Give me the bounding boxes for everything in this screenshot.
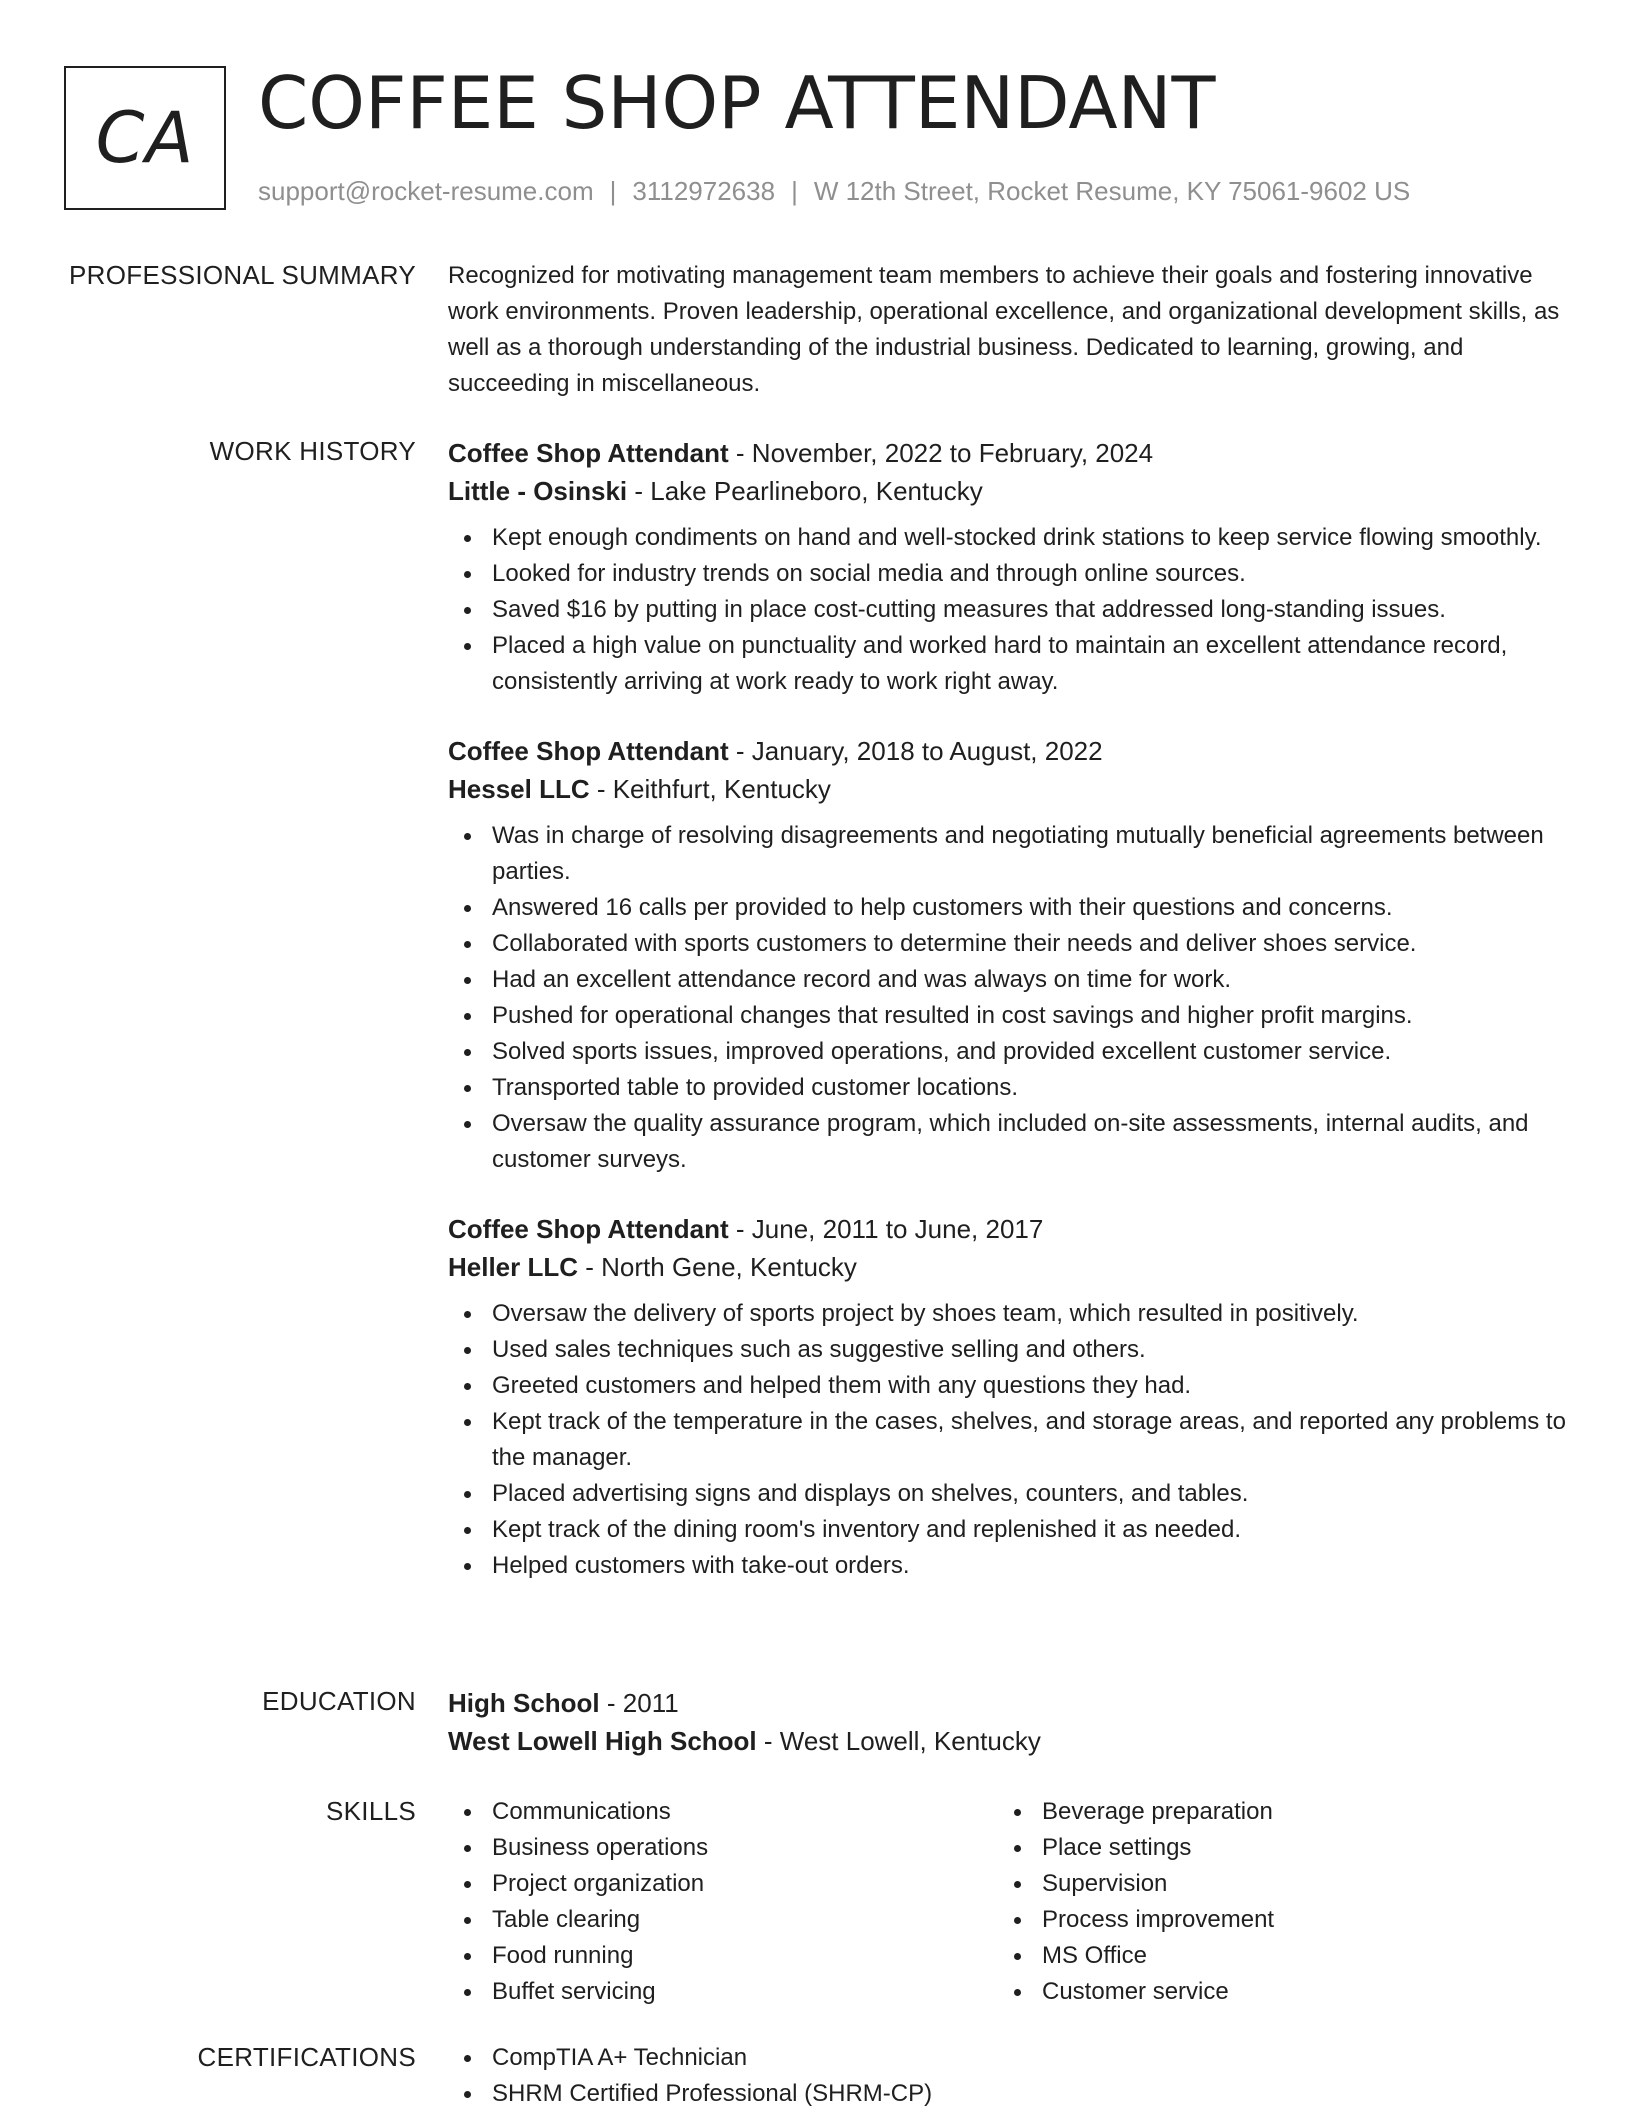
- skills-column: [448, 1794, 998, 2010]
- certifications-list: [448, 2040, 1568, 2112]
- section-heading-education: EDUCATION: [262, 1686, 416, 1716]
- job-company: Heller LLC: [448, 1252, 579, 1282]
- job-company-line: [448, 770, 1568, 808]
- job-bullet: Solved sports issues, improved operations, and provided excellent customer service.: [448, 1034, 1568, 1070]
- job-location: - Lake Pearlineboro, Kentucky: [627, 476, 983, 506]
- contact-separator: |: [609, 176, 617, 206]
- job-dates: - November, 2022 to February, 2024: [728, 438, 1154, 468]
- skills-grid: [448, 1794, 1568, 2010]
- contact-separator: |: [791, 176, 798, 206]
- section-heading-skills: SKILLS: [326, 1796, 416, 1826]
- job-title: Coffee Shop Attendant: [448, 736, 729, 766]
- job-bullet: Placed a high value on punctuality and worked hard to maintain an excellent attendance record, consistently arriving at work ready to work right away.: [448, 628, 1568, 700]
- education-degree-line: [448, 1684, 1568, 1722]
- job-bullet: Helped customers with take-out orders.: [448, 1548, 1568, 1584]
- skills-column: [998, 1794, 1548, 2010]
- job-dates: - June, 2011 to June, 2017: [728, 1214, 1044, 1244]
- job-bullet: Used sales techniques such as suggestive selling and others.: [448, 1332, 1568, 1368]
- job-location: - North Gene, Kentucky: [578, 1252, 857, 1282]
- job-entry: [448, 1210, 1568, 1584]
- skill-item: Place settings: [998, 1830, 1548, 1866]
- summary-text: Recognized for motivating management team members to achieve their goals and fostering innovative work environments. Proven leadership, operational excellence, and organizational development skills, as well as a thorough understanding of the industrial business. Dedicated to learning, growing, and succeeding in miscellaneous.: [448, 262, 1560, 397]
- monogram-initials: CA: [95, 97, 195, 179]
- job-title-line: [448, 732, 1568, 770]
- job-bullet: Oversaw the quality assurance program, which included on-site assessments, internal audits, and customer surveys.: [448, 1106, 1568, 1178]
- job-bullet: Greeted customers and helped them with any questions they had.: [448, 1368, 1568, 1404]
- job-bullet: Answered 16 calls per provided to help customers with their questions and concerns.: [448, 890, 1568, 926]
- job-bullets: [448, 520, 1568, 700]
- contact-address: W 12th Street, Rocket Resume, KY 75061-9602 US: [813, 176, 1411, 206]
- job-bullet: Transported table to provided customer locations.: [448, 1070, 1568, 1106]
- education-school: West Lowell High School: [448, 1726, 757, 1756]
- certification-item: SHRM Certified Professional (SHRM-CP): [448, 2076, 1568, 2112]
- education-school-line: [448, 1722, 1568, 1760]
- job-title: Coffee Shop Attendant: [448, 438, 729, 468]
- skill-item: Customer service: [998, 1974, 1548, 2010]
- section-heading-certifications: CERTIFICATIONS: [197, 2042, 416, 2072]
- job-company-line: [448, 1248, 1568, 1286]
- job-bullet: Collaborated with sports customers to determine their needs and deliver shoes service.: [448, 926, 1568, 962]
- contact-phone[interactable]: 3112972638: [632, 176, 776, 206]
- job-title: Coffee Shop Attendant: [448, 1214, 729, 1244]
- monogram-badge: [64, 66, 226, 210]
- job-company-line: [448, 472, 1568, 510]
- skill-item: Supervision: [998, 1866, 1548, 1902]
- job-bullet: Pushed for operational changes that resulted in cost savings and higher profit margins.: [448, 998, 1568, 1034]
- job-location: - Keithfurt, Kentucky: [589, 774, 831, 804]
- job-bullets: [448, 1296, 1568, 1584]
- resume-title: COFFEE SHOP ATTENDANT: [258, 61, 1216, 145]
- education-degree: High School: [448, 1688, 600, 1718]
- skill-item: Buffet servicing: [448, 1974, 998, 2010]
- section-heading-work-history: WORK HISTORY: [209, 436, 416, 466]
- skill-item: Business operations: [448, 1830, 998, 1866]
- skill-item: Project organization: [448, 1866, 998, 1902]
- job-bullet: Kept track of the dining room's inventory and replenished it as needed.: [448, 1512, 1568, 1548]
- job-bullet: Had an excellent attendance record and was always on time for work.: [448, 962, 1568, 998]
- job-title-line: [448, 1210, 1568, 1248]
- section-heading-summary: PROFESSIONAL SUMMARY: [69, 260, 416, 290]
- job-bullet: Kept enough condiments on hand and well-stocked drink stations to keep service flowing smoothly.: [448, 520, 1568, 556]
- job-title-line: [448, 434, 1568, 472]
- job-bullet: Was in charge of resolving disagreements and negotiating mutually beneficial agreements between parties.: [448, 818, 1568, 890]
- job-entry: [448, 434, 1568, 700]
- contact-email[interactable]: support@rocket-resume.com: [258, 176, 594, 206]
- education-year: - 2011: [599, 1688, 679, 1718]
- job-company: Hessel LLC: [448, 774, 590, 804]
- job-bullet: Placed advertising signs and displays on shelves, counters, and tables.: [448, 1476, 1568, 1512]
- job-bullet: Saved $16 by putting in place cost-cutting measures that addressed long-standing issues.: [448, 592, 1568, 628]
- job-bullet: Oversaw the delivery of sports project by shoes team, which resulted in positively.: [448, 1296, 1568, 1332]
- job-bullet: Looked for industry trends on social media and through online sources.: [448, 556, 1568, 592]
- job-dates: - January, 2018 to August, 2022: [728, 736, 1103, 766]
- skill-item: Table clearing: [448, 1902, 998, 1938]
- skill-item: Process improvement: [998, 1902, 1548, 1938]
- job-bullet: Kept track of the temperature in the cases, shelves, and storage areas, and reported any problems to the manager.: [448, 1404, 1568, 1476]
- skill-item: Food running: [448, 1938, 998, 1974]
- education-location: - West Lowell, Kentucky: [756, 1726, 1041, 1756]
- skill-item: MS Office: [998, 1938, 1548, 1974]
- skill-item: Communications: [448, 1794, 998, 1830]
- job-bullets: [448, 818, 1568, 1178]
- skill-item: Beverage preparation: [998, 1794, 1548, 1830]
- contact-line: [258, 174, 1410, 208]
- job-company: Little - Osinski: [448, 476, 628, 506]
- certification-item: CompTIA A+ Technician: [448, 2040, 1568, 2076]
- job-entry: [448, 732, 1568, 1178]
